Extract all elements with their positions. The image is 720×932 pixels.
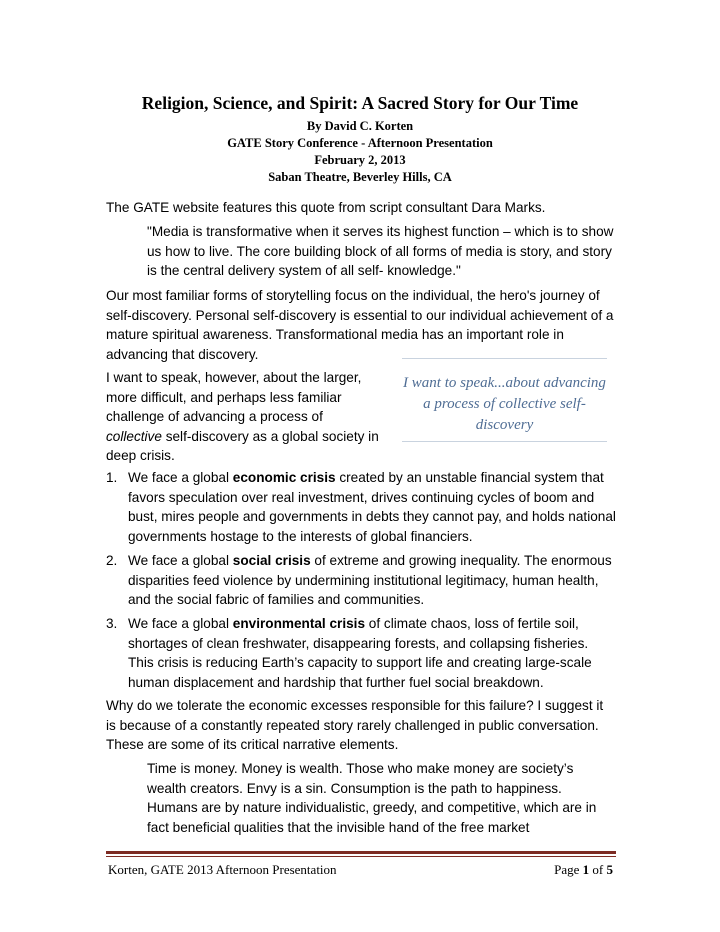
intro-paragraph: The GATE website features this quote from script consultant Dara Marks. (106, 200, 546, 215)
paragraph-collective-part2: self-discovery as a global society in deep crisis. (106, 428, 379, 463)
list-number: 2. (106, 553, 118, 568)
story-elements-quote: Time is money. Money is wealth. Those who make money are society’s wealth creators. Envy is a sin. Consumption is the path to happiness. Humans are by nature individualistic, greedy, and competitive, which are in fact beneficial qualities that the invisible hand of the free market (147, 761, 597, 835)
event-line: GATE Story Conference - Afternoon Presentation (227, 136, 493, 150)
keyword-social-crisis: social crisis (232, 553, 311, 568)
current-page: 1 (582, 862, 590, 877)
page-number (500, 862, 613, 878)
byline: By David C. Korten (306, 119, 414, 133)
list-item-text (128, 468, 616, 546)
list-number: 1. (106, 470, 118, 485)
list-item-text (128, 614, 616, 692)
keyword-environmental-crisis: environmental crisis (232, 616, 366, 631)
list-item-text (128, 551, 616, 610)
paragraph-collective-part1: I want to speak, however, about the larger, more difficult, and perhaps less familiar challenge of advancing a process of (106, 370, 362, 424)
paragraph-storytelling: Our most familiar forms of storytelling focus on the individual, the hero's journey of self-discovery. Personal self-discovery is essential to our individual achievement of a mature spiritual awareness. Transformational media has an important role in advancing that discovery. (106, 288, 614, 362)
list-item-rest: created by an unstable financial system that favors speculation over real investment, drives continuing cycles of boom and bust, mires people and governments in debts they cannot pay, and holds national governments hostage to the interests of global financiers. (128, 470, 616, 544)
paragraph-collective (106, 368, 382, 466)
list-item-lead: We face a global (128, 616, 233, 631)
pull-quote-text: I want to speak...about advancing a process of collective self-discovery (403, 375, 606, 433)
page-of-label: of (589, 862, 607, 877)
date-line: February 2, 2013 (314, 153, 406, 167)
total-pages: 5 (606, 862, 613, 877)
footer-rule-thin (106, 856, 616, 857)
list-item-lead: We face a global (128, 470, 233, 485)
venue-line: Saban Theatre, Beverley Hills, CA (268, 170, 452, 184)
list-item-rest: of extreme and growing inequality. The enormous disparities feed violence by undermining institutional legitimacy, human health, and the social fabric of families and communities. (128, 553, 612, 607)
pull-quote-box (402, 358, 607, 442)
emphasis-collective: collective (106, 428, 162, 444)
list-item-rest: of climate chaos, loss of fertile soil, shortages of clean freshwater, disappearing forests, and collapsing fisheries. This crisis is reducing Earth’s capacity to support life and creating large-scale human displacement and hardship that further fuel social breakdown. (128, 616, 592, 690)
keyword-economic-crisis: economic crisis (232, 470, 336, 485)
page-label: Page (554, 862, 583, 877)
marks-quote: "Media is transformative when it serves its highest function – which is to show us how to live. The core building block of all forms of media is story, and story is the central delivery system of all self- knowledge." (147, 224, 614, 278)
document-title: Religion, Science, and Spirit: A Sacred Story for Our Time (141, 93, 579, 113)
list-item-lead: We face a global (128, 553, 233, 568)
footer-rule-thick (106, 851, 616, 854)
footer-left-text: Korten, GATE 2013 Afternoon Presentation (108, 862, 337, 877)
paragraph-why-tolerate: Why do we tolerate the economic excesses responsible for this failure? I suggest it is because of a constantly repeated story rarely challenged in public conversation. These are some of its critical narrative elements. (106, 698, 604, 752)
list-number: 3. (106, 616, 118, 631)
